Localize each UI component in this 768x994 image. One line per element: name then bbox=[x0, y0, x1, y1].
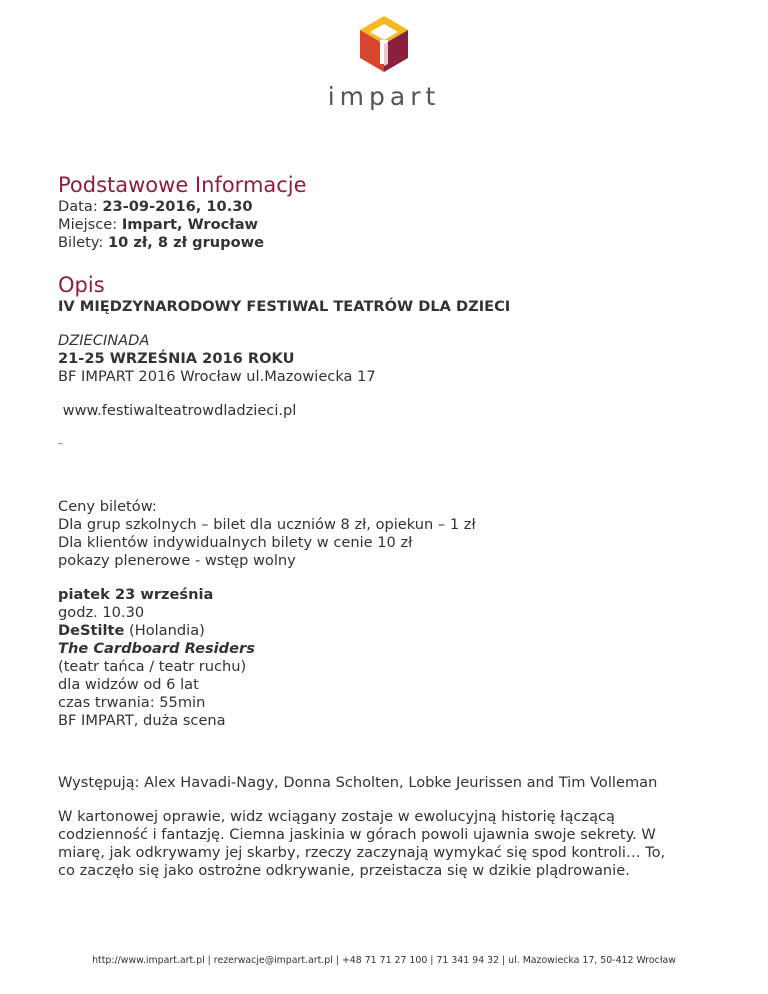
price-individual: Dla klientów indywidualnych bilety w cenie 10 zł bbox=[58, 534, 413, 551]
festival-dates: 21-25 WRZEŚNIA 2016 ROKU bbox=[58, 350, 295, 367]
show-genre: (teatr tańca / teatr ruchu) bbox=[58, 658, 247, 675]
festival-venue: BF IMPART 2016 Wrocław ul.Mazowiecka 17 bbox=[58, 368, 376, 385]
tickets-value: 10 zł, 8 zł grupowe bbox=[107, 234, 265, 251]
festival-name: DZIECINADA bbox=[58, 332, 150, 349]
place-line bbox=[58, 216, 718, 234]
tickets-line bbox=[58, 234, 718, 252]
footer-contact: http://www.impart.art.pl | rezerwacje@impart.art.pl | +48 71 71 27 100 | 71 341 94 32 | ul. Mazowiecka 17, 50-412 Wrocław bbox=[92, 955, 676, 966]
date-line bbox=[58, 198, 718, 216]
show-duration: czas trwania: 55min bbox=[58, 694, 206, 711]
festival-title: IV MIĘDZYNARODOWY FESTIWAL TEATRÓW DLA DZIECI bbox=[58, 298, 511, 315]
description-line-2: codzienność i fantazję. Ciemna jaskinia w górach powoli ujawnia swoje sekrety. W bbox=[58, 826, 656, 843]
show-title: The Cardboard Residers bbox=[58, 640, 255, 657]
festival-website-link[interactable]: www.festiwalteatrowdladzieci.pl bbox=[58, 402, 297, 419]
show-company: DeStilte bbox=[58, 622, 125, 639]
date-value: 23-09-2016, 10.30 bbox=[102, 198, 253, 215]
description-line-3: miarę, jak odkrywamy jej skarby, rzeczy zaczynają wymykać się spod kontroli… To, bbox=[58, 844, 666, 861]
show-cast: Występują: Alex Havadi-Nagy, Donna Scholten, Lobke Jeurissen and Tim Volleman bbox=[58, 774, 658, 791]
separator-dash: _ bbox=[58, 434, 63, 445]
prices-title: Ceny biletów: bbox=[58, 498, 157, 515]
show-time: godz. 10.30 bbox=[58, 604, 145, 621]
description-heading: Opis bbox=[58, 273, 105, 297]
show-country: (Holandia) bbox=[124, 622, 205, 639]
place-value: Impart, Wrocław bbox=[121, 216, 259, 233]
description-line-4: co zaczęło się jako ostrożne odkrywanie, przeistacza się w dzikie plądrowanie. bbox=[58, 862, 630, 879]
basic-info-heading: Podstawowe Informacje bbox=[58, 173, 307, 197]
show-stage: BF IMPART, duża scena bbox=[58, 712, 226, 729]
tickets-label: Bilety: bbox=[58, 234, 104, 251]
place-label: Miejsce: bbox=[58, 216, 118, 233]
impart-logo bbox=[0, 14, 768, 111]
price-groups: Dla grup szkolnych – bilet dla uczniów 8 zł, opiekun – 1 zł bbox=[58, 516, 476, 533]
show-company-line bbox=[58, 622, 718, 640]
show-audience: dla widzów od 6 lat bbox=[58, 676, 199, 693]
logo-text: impart bbox=[327, 82, 441, 111]
document-body bbox=[58, 172, 718, 880]
show-day: piatek 23 września bbox=[58, 586, 214, 603]
impart-logo-icon bbox=[354, 14, 414, 74]
price-outdoor: pokazy plenerowe - wstęp wolny bbox=[58, 552, 296, 569]
date-label: Data: bbox=[58, 198, 98, 215]
description-line-1: W kartonowej oprawie, widz wciągany zostaje w ewolucyjną historię łączącą bbox=[58, 808, 615, 825]
